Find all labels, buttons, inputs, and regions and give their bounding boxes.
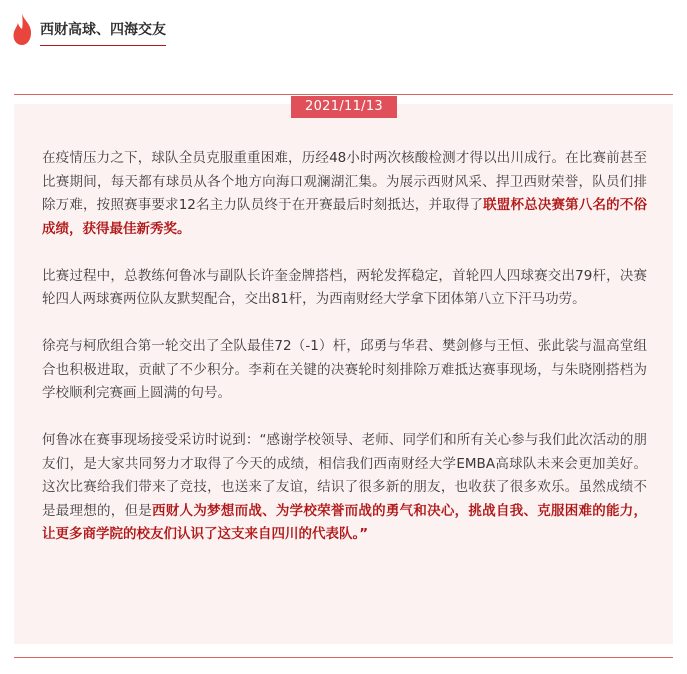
bottom-divider (14, 657, 673, 658)
flame-icon (10, 12, 34, 46)
page-title: 西财高球、四海交友 (40, 22, 166, 38)
paragraph-1-text: 在疫情压力之下，球队全员克服重重困难，历经48小时两次核酸检测才得以出川成行。在比赛前甚至比赛期间，每天都有球员从各个地方向海口观澜湖汇集。为展示西财风采、捍卫西财荣誉，队员们排除万难，按照赛事要求12名主力队员终于在开赛最后时刻抵达，并取得了 (42, 150, 647, 213)
paragraph-1 (42, 147, 647, 241)
article-header (10, 12, 166, 46)
date-badge: 2021/11/13 (291, 96, 397, 118)
top-divider (14, 94, 673, 95)
article-body (42, 147, 647, 570)
paragraph-4-highlight: 西财人为梦想而战、为学校荣誉而战的勇气和决心，挑战自我、克服困难的能力，让更多商学院的校友们认识了这支来自四川的代表队。” (42, 502, 647, 542)
title-underline (40, 45, 166, 46)
paragraph-2-text: 比赛过程中，总教练何鲁冰与副队长许奎金牌搭档，两轮发挥稳定，首轮四人四球赛交出79杆，决赛轮四人两球赛两位队友默契配合，交出81杆，为西南财经大学拿下团体第八立下汗马功劳。 (42, 267, 647, 307)
paragraph-2 (42, 265, 647, 312)
paragraph-4-text: 何鲁冰在赛事现场接受采访时说到：“感谢学校领导、老师、同学们和所有关心参与我们此次活动的朋友们，是大家共同努力才取得了今天的成绩，相信我们西南财经大学EMBA高球队未来会更加美好。这次比赛给我们带来了竞技，也送来了友谊，结识了很多新的朋友，也收获了很多欢乐。虽然成绩不是最理想的，但是 (42, 432, 647, 519)
paragraph-3-text: 徐亮与柯欣组合第一轮交出了全队最佳72（-1）杆，邱勇与华君、樊剑修与王恒、张此裟与温高堂组合也积极进取，贡献了不少积分。李莉在关键的决赛轮时刻排除万难抵达赛事现场，与朱晓刚搭档为学校顺利完赛画上圆满的句号。 (42, 338, 647, 401)
paragraph-3 (42, 335, 647, 406)
paragraph-1-highlight: 联盟杯总决赛第八名的不俗成绩，获得最佳新秀奖。 (42, 197, 647, 237)
title-wrap (40, 18, 166, 40)
paragraph-4 (42, 429, 647, 547)
